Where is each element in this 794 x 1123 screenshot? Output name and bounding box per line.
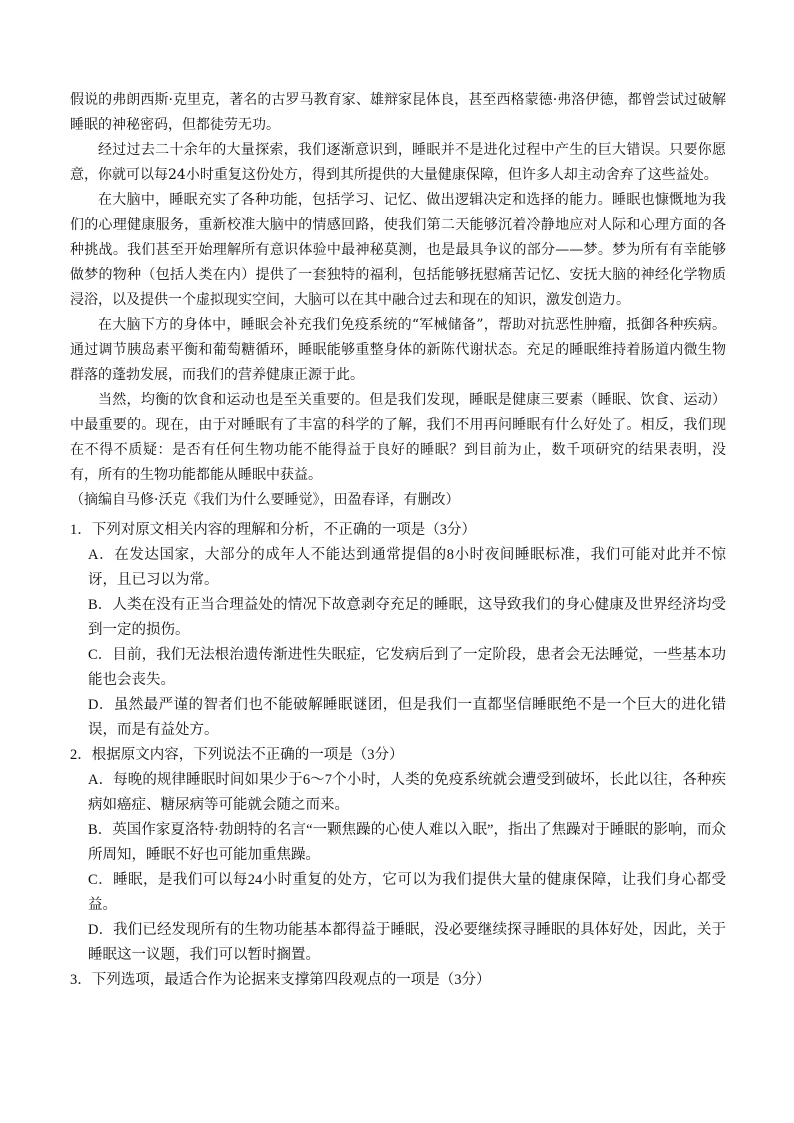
- question-2-option-c: C．睡眠，是我们可以每24小时重复的处方，它可以为我们提供大量的健康保障，让我们身心都受益。: [88, 872, 726, 913]
- question-1-option-d: D．虽然最严谨的智者们也不能破解睡眠谜团，但是我们一直都坚信睡眠绝不是一个巨大的进化错误，而是有益处方。: [88, 697, 726, 738]
- question-1-option-c: C．目前，我们无法根治遗传渐进性失眠症，它发病后到了一定阶段，患者会无法睡觉，一些基本功能也会丧失。: [88, 647, 726, 688]
- question-1-option-a: A．在发达国家，大部分的成年人不能达到通常提倡的8小时夜间睡眠标准，我们可能对此并不惊讶，且已习以为常。: [88, 547, 726, 588]
- passage-paragraph-3: 在大脑下方的身体中，睡眠会补充我们免疫系统的“军械储备”，帮助对抗恶性肿瘤，抵御各种疾病。通过调节胰岛素平衡和葡萄糖循环，睡眠能够重整身体的新陈代谢状态。充足的睡眠维持着肠道内微生物群落的蓬勃发展，而我们的营养健康正源于此。: [70, 317, 726, 383]
- question-2-option-d: D．我们已经发现所有的生物功能基本都得益于睡眠，没必要继续探寻睡眠的具体好处，因此，关于睡眠这一议题，我们可以暂时搁置。: [88, 922, 726, 963]
- passage-paragraph-0: 假说的弗朗西斯·克里克，著名的古罗马教育家、雄辩家昆体良，甚至西格蒙德·弗洛伊德，都曾尝试过破解睡眠的神秘密码，但都徒劳无功。: [70, 92, 726, 133]
- passage-paragraph-2: 在大脑中，睡眠充实了各种功能，包括学习、记忆、做出逻辑决定和选择的能力。睡眠也慷慨地为我们的心理健康服务，重新校准大脑中的情感回路，使我们第二天能够沉着冷静地应对人际和心理方面的各种挑战。我们甚至开始理解所有意识体验中最神秘莫测，也是最具争议的部分——梦。梦为所有有幸能够做梦的物种（包括人类在内）提供了一套独特的福利，包括能够抚慰痛苦记忆、安抚大脑的神经化学物质浸浴，以及提供一个虚拟现实空间，大脑可以在其中融合过去和现在的知识，激发创造力。: [70, 192, 726, 308]
- question-2-stem: 2．根据原文内容，下列说法不正确的一项是（3分）: [70, 747, 404, 763]
- question-1: [70, 518, 726, 743]
- question-1-stem: 1．下列对原文相关内容的理解和分析，不正确的一项是（3分）: [70, 522, 476, 538]
- passage-paragraph-1: 经过过去二十余年的大量探索，我们逐渐意识到，睡眠并不是进化过程中产生的巨大错误。只要你愿意，你就可以每24小时重复这份处方，得到其所提供的大量健康保障，但许多人却主动舍弃了这些益处。: [70, 142, 726, 183]
- question-1-option-b: B．人类在没有正当合理益处的情况下故意剥夺充足的睡眠，这导致我们的身心健康及世界经济均受到一定的损伤。: [88, 597, 726, 638]
- question-2-option-b: B．英国作家夏洛特·勃朗特的名言“一颗焦躁的心使人难以入眠”，指出了焦躁对于睡眠的影响，而众所周知，睡眠不好也可能加重焦躁。: [88, 822, 726, 863]
- passage-paragraph-4: 当然，均衡的饮食和运动也是至关重要的。但是我们发现，睡眠是健康三要素（睡眠、饮食、运动）中最重要的。现在，由于对睡眠有了丰富的科学的了解，我们不用再问睡眠有什么好处了。相反，我们现在不得不质疑：是否有任何生物功能不能得益于良好的睡眠？到目前为止，数千项研究的结果表明，没有，所有的生物功能都能从睡眠中获益。: [70, 392, 726, 483]
- questions-section: [70, 518, 726, 993]
- reading-passage: [70, 88, 726, 513]
- question-3-stem: 3．下列选项，最适合作为论据来支撑第四段观点的一项是（3分）: [70, 972, 491, 988]
- question-2-option-a: A．每晚的规律睡眠时间如果少于6～7个小时，人类的免疫系统就会遭受到破坏，长此以往，各种疾病如癌症、糖尿病等可能就会随之而来。: [88, 772, 726, 813]
- question-3: [70, 968, 726, 993]
- question-2: [70, 743, 726, 968]
- passage-source-citation: （摘编自马修·沃克《我们为什么要睡觉》，田盈春译，有删改）: [70, 492, 460, 508]
